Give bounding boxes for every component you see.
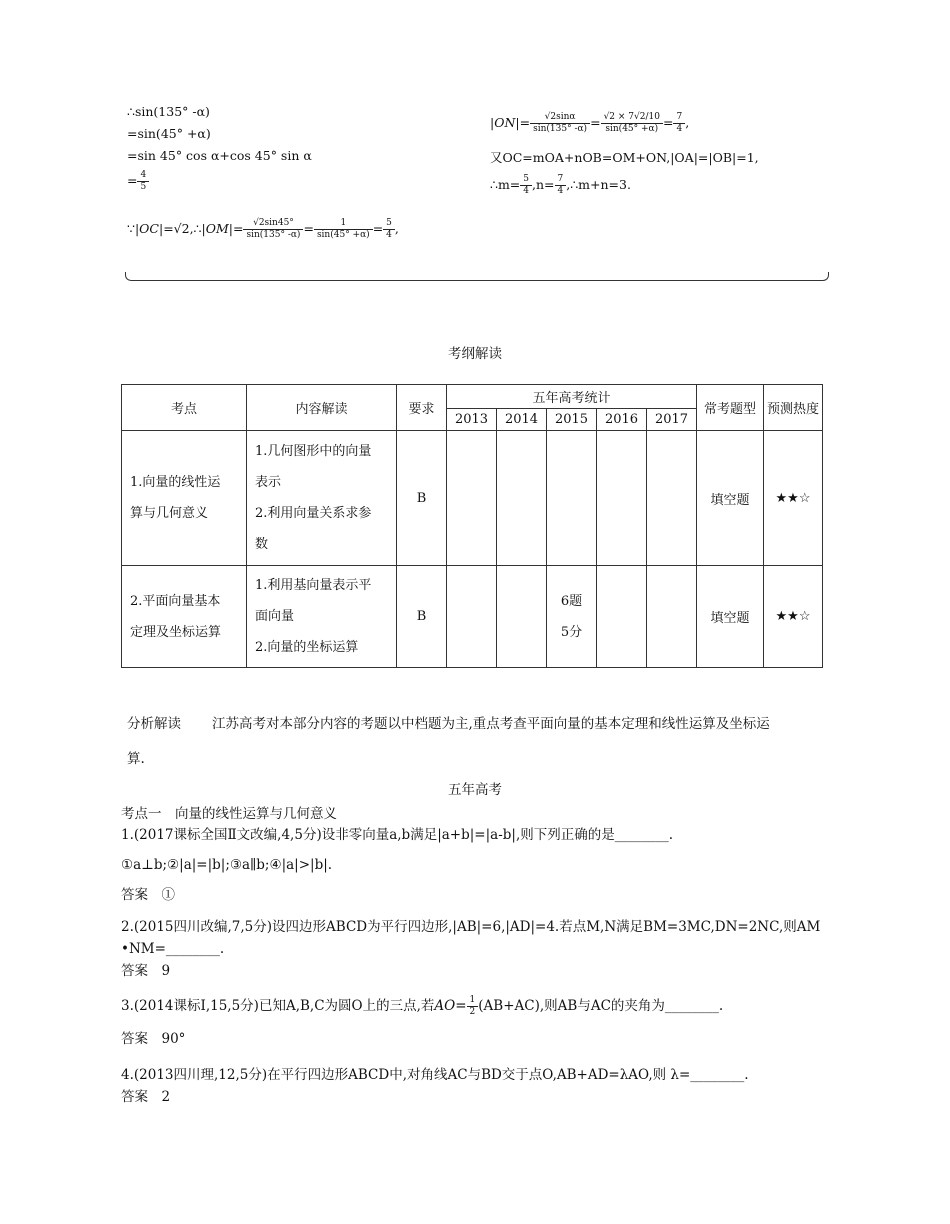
answer-3: 答案 90°: [121, 1031, 186, 1047]
cell-neirong: 1.利用基向量表示平 面向量 2.向量的坐标运算: [247, 566, 397, 668]
question-3: 3.(2014课标Ⅰ,15,5分)已知A,B,C为圆O上的三点,若AO= $\frac{1}{2}$ (AB+AC),则AB与AC的夹角为________.: [121, 995, 724, 1017]
answer-4: 答案 2: [121, 1089, 171, 1105]
cell-redu: ★★☆: [764, 431, 823, 566]
solution-line-5: ∵|OC|=√2,∴|OM|= $\frac{√2\sin 45^\circ}{\sin(135^\circ -\alpha)}$ = $\frac{1}{\sin(45^\circ +\alpha)}$ = $\frac{5}{4}$ ,: [127, 218, 399, 240]
cell-yaoqiu: B: [397, 431, 447, 566]
syllabus-table: [121, 384, 823, 668]
cell-2015: [547, 431, 597, 566]
cell-2015: 6题 5分: [547, 566, 597, 668]
header-tongji: 五年高考统计: [447, 385, 697, 409]
cell-2013: [447, 566, 497, 668]
header-yaoqiu: 要求: [397, 385, 447, 431]
cell-redu: ★★☆: [764, 566, 823, 668]
header-year: 2016: [597, 409, 647, 431]
solution-right-line-2: 又OC=mOA+nOB=OM+ON,|OA|=|OB|=1,: [490, 150, 759, 165]
cell-tixing: 填空题: [697, 431, 764, 566]
answer-1: 答案 ①: [121, 887, 175, 903]
analysis-label: 分析解读: [127, 716, 181, 732]
cell-2017: [647, 431, 697, 566]
answer-2: 答案 9: [121, 963, 171, 979]
cell-2016: [597, 566, 647, 668]
question-2: 2.(2015四川改编,7,5分)设四边形ABCD为平行四边形,|AB|=6,|AD|=4.若点M,N满足BM=3MC,DN=2NC,则AM: [121, 919, 821, 935]
header-kaodian: 考点: [122, 385, 247, 431]
table-row: [122, 431, 823, 566]
solution-bracket: [125, 272, 829, 281]
cell-kaodian: 1.向量的线性运 算与几何意义: [122, 431, 247, 566]
header-neirong: 内容解读: [247, 385, 397, 431]
header-redu: 预测热度: [764, 385, 823, 431]
header-tixing: 常考题型: [697, 385, 764, 431]
header-year: 2013: [447, 409, 497, 431]
cell-2013: [447, 431, 497, 566]
header-year: 2017: [647, 409, 697, 431]
header-year: 2015: [547, 409, 597, 431]
header-year: 2014: [497, 409, 547, 431]
analysis-text: 江苏高考对本部分内容的考题以中档题为主,重点考查平面向量的基本定理和线性运算及坐标运: [212, 716, 770, 732]
question-2-cont: •NM=________.: [121, 941, 225, 957]
cell-2014: [497, 566, 547, 668]
cell-tixing: 填空题: [697, 566, 764, 668]
solution-line-2: =sin(45° +α): [127, 126, 211, 141]
cell-2016: [597, 431, 647, 566]
cell-kaodian: 2.平面向量基本 定理及坐标运算: [122, 566, 247, 668]
question-1-options: ①a⊥b;②|a|=|b|;③a∥b;④|a|>|b|.: [121, 857, 333, 873]
cell-yaoqiu: B: [397, 566, 447, 668]
cell-neirong: 1.几何图形中的向量 表示 2.利用向量关系求参 数: [247, 431, 397, 566]
solution-line-4: = $\frac{4}{5}$: [127, 170, 149, 193]
question-4: 4.(2013四川理,12,5分)在平行四边形ABCD中,对角线AC与BD交于点O,AB+AD=λAO,则 λ=________.: [121, 1067, 749, 1083]
cell-2014: [497, 431, 547, 566]
solution-line-1: ∴sin(135° -α): [127, 104, 210, 119]
solution-right-line-1: |ON|= $\frac{√2\sin\alpha}{\sin(135^\circ -\alpha)}$ = $\frac{√2 \times 7√2/10}{\sin(45^\circ +\alpha)}$ = $\frac{7}{4}$ ,: [490, 112, 690, 134]
knowledge-point-1: 考点一 向量的线性运算与几何意义: [121, 806, 337, 822]
solution-line-3: =sin 45° cos α+cos 45° sin α: [127, 148, 312, 163]
analysis-text-cont: 算.: [127, 751, 145, 767]
cell-2017: [647, 566, 697, 668]
section-title: 五年高考: [448, 782, 502, 798]
table-row: [122, 566, 823, 668]
solution-right-line-3: ∴m= $\frac{5}{4}$ ,n= $\frac{7}{4}$ ,∴m+n=3.: [490, 174, 631, 196]
question-1: 1.(2017课标全国Ⅱ文改编,4,5分)设非零向量a,b满足|a+b|=|a-b|,则下列正确的是________.: [121, 827, 674, 843]
table-title: 考纲解读: [448, 346, 502, 362]
